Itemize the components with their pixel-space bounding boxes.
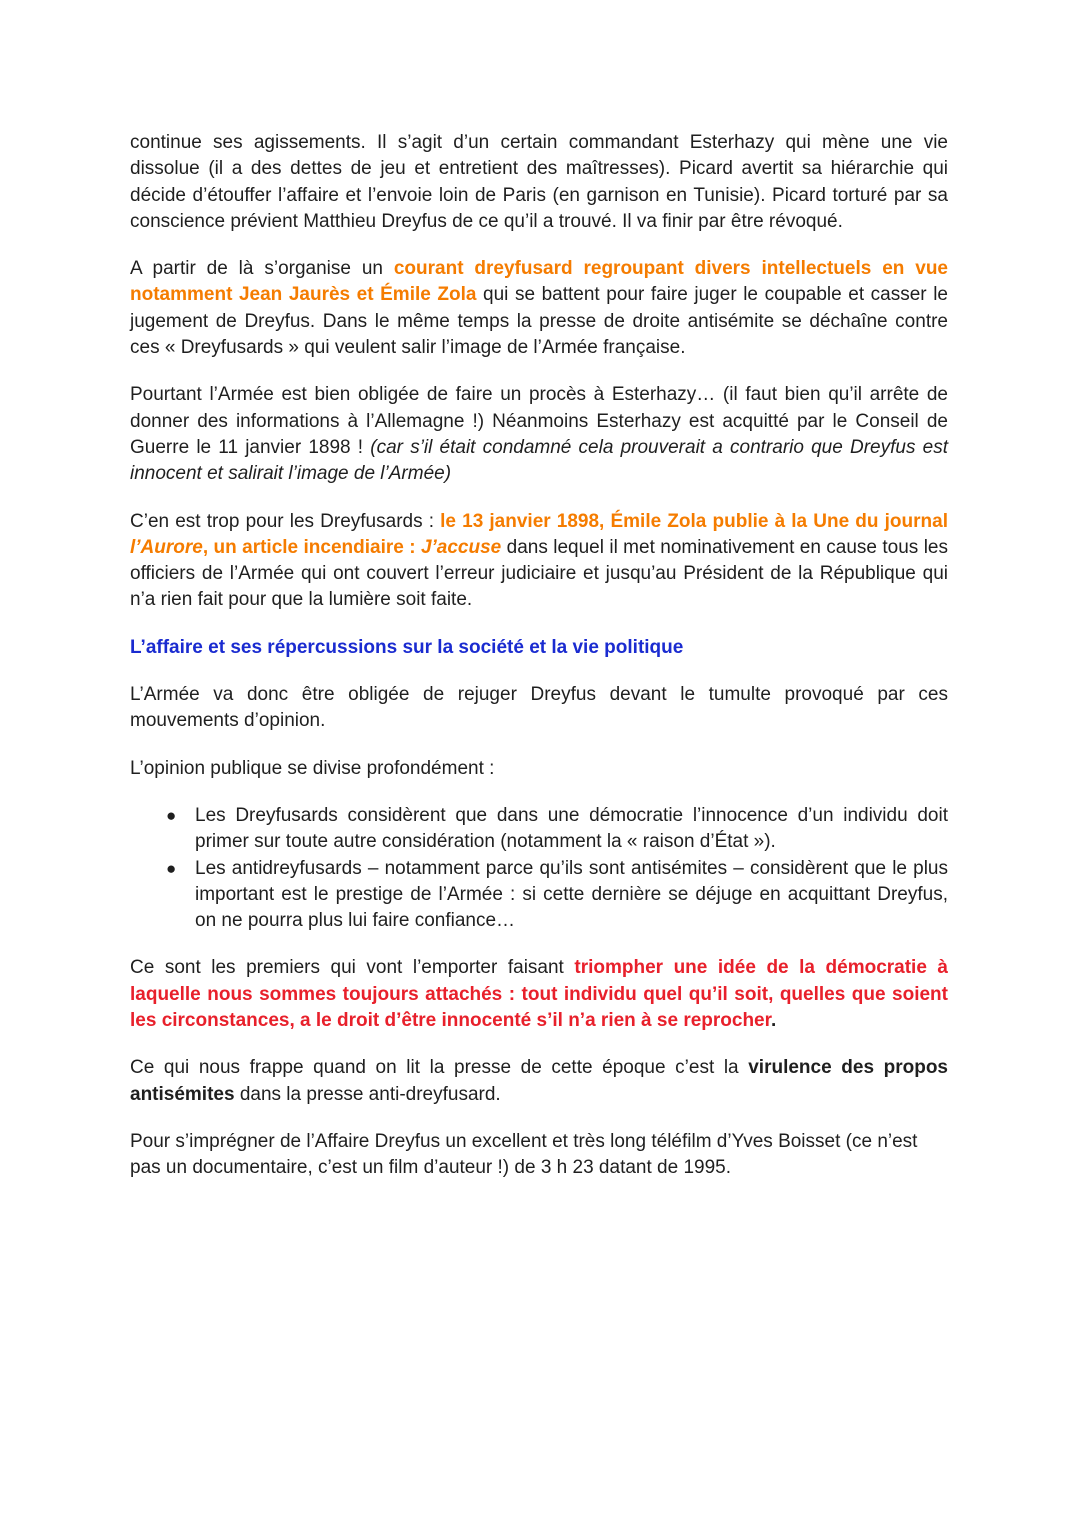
bold-text: . <box>770 1010 777 1032</box>
highlight-orange-italic: J’accuse <box>420 536 502 558</box>
paragraph-text: qui se battent pour faire juger le coupable et casser le jugement de Dreyfus. Dans le même temps la presse de droite antisémite se déchaîne contre ces « Dreyfusards » qui veulent salir l’image de l’Armée française. <box>130 284 948 359</box>
paragraph-democracy <box>130 955 948 1034</box>
paragraph-text: Pourtant l’Armée est bien obligée de faire un procès à Esterhazy… (il faut bien qu’il arrête de donner des informations à l’Allemagne !) Néanmoins Esterhazy est acquitté par le Conseil de Guerre le 11 janvier 1898 ! <box>130 384 948 458</box>
highlight-red: triompher une idée de la démocratie à laquelle nous sommes toujours attachés : tout individu quel qu’il soit, quelles que soient les circonstances, a le droit d’être innocenté s’il n’a rien à se reprocher <box>130 957 948 1032</box>
paragraph-press-virulence <box>130 1055 948 1108</box>
paragraph-text: L’opinion publique se divise profondément : <box>130 757 495 779</box>
highlight-orange: le 13 janvier 1898, Émile Zola publie à la Une du journal <box>440 510 948 532</box>
list-item-text: Les antidreyfusards – notamment parce qu’ils sont antisémites – considèrent que le plus important est le prestige de l’Armée : si cette dernière se déjuge en acquittant Dreyfus, on ne pourra plus lui faire confiance… <box>195 857 948 932</box>
paragraph-text: Ce sont les premiers qui vont l’emporter faisant <box>130 957 575 979</box>
paragraph-text: L’Armée va donc être obligée de rejuger Dreyfus devant le tumulte provoqué par ces mouvements d’opinion. <box>130 684 948 732</box>
highlight-orange: courant dreyfusard regroupant divers intellectuels en vue notamment Jean Jaurès et Émile Zola <box>130 258 948 306</box>
list-item <box>166 803 948 856</box>
paragraph-text: A partir de là s’organise un <box>130 258 394 280</box>
paragraph-esterhazy <box>130 130 948 235</box>
paragraph-telefilm <box>130 1129 948 1182</box>
paragraph-opinion-divided <box>130 756 948 782</box>
paragraph-text: dans lequel il met nominativement en cause tous les officiers de l’Armée qui ont couvert l’erreur judiciaire et jusqu’au Président de la République qui n’a rien fait pour que la lumière soit faite. <box>130 536 948 611</box>
section-heading: L’affaire et ses répercussions sur la société et la vie politique <box>130 636 684 658</box>
paragraph-text: Pour s’imprégner de l’Affaire Dreyfus un excellent et très long téléfilm d’Yves Boisset (ce n’est pas un documentaire, c’est un film d’auteur !) de 3 h 23 datant de 1995. <box>130 1130 918 1179</box>
highlight-orange: , un article incendiaire : <box>202 536 421 558</box>
bold-text: virulence des propos antisémites <box>130 1057 948 1105</box>
highlight-orange-italic: l’Aurore <box>130 536 203 558</box>
bullet-list <box>130 803 948 934</box>
italic-note: (car s’il était condamné cela prouverait a contrario que Dreyfus est innocent et salirait l’image de l’Armée) <box>130 436 948 485</box>
paragraph-text: dans la presse anti-dreyfusard. <box>234 1083 501 1105</box>
bullet-icon: ● <box>166 805 177 825</box>
list-item-text: Les Dreyfusards considèrent que dans une démocratie l’innocence d’un individu doit primer sur toute autre considération (notamment la « raison d’État »). <box>195 804 948 853</box>
bullet-icon: ● <box>166 858 177 878</box>
list-item <box>166 856 948 935</box>
paragraph-text: Ce qui nous frappe quand on lit la presse de cette époque c’est la <box>130 1057 749 1079</box>
document-page <box>130 130 948 1203</box>
paragraph-jaccuse <box>130 509 948 614</box>
paragraph-esterhazy-trial <box>130 382 948 487</box>
paragraph-dreyfusard-movement <box>130 256 948 361</box>
paragraph-rejudge <box>130 682 948 735</box>
paragraph-text: C’en est trop pour les Dreyfusards : <box>130 510 441 532</box>
paragraph-text: continue ses agissements. Il s’agit d’un certain commandant Esterhazy qui mène une vie dissolue (il a des dettes de jeu et entretient des maîtresses). Picard avertit sa hiérarchie qui décide d’étouffer l’affaire et l’envoie loin de Paris (en garnison en Tunisie). Picard torturé par sa conscience prévient Matthieu Dreyfus de ce qu’il a trouvé. Il va finir par être révoqué. <box>130 132 948 232</box>
